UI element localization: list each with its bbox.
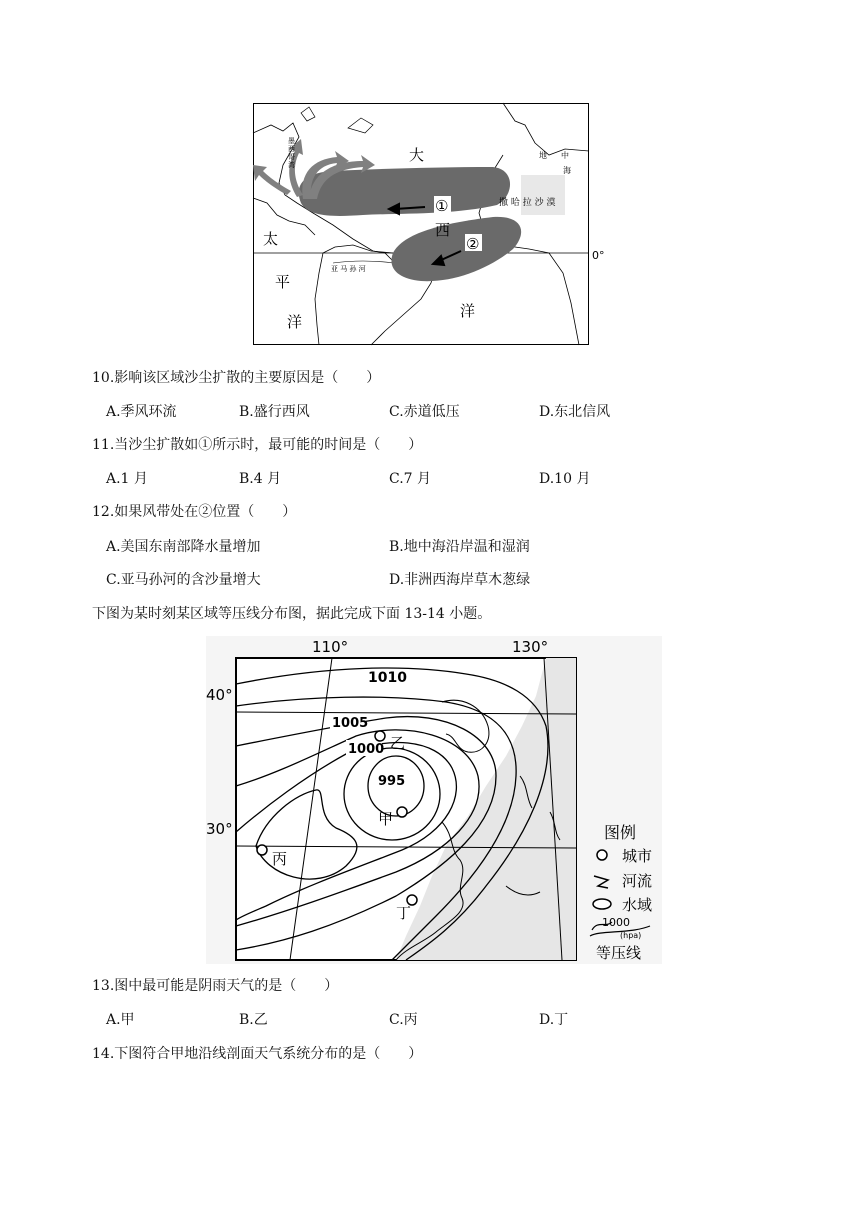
isobar-map xyxy=(206,636,662,964)
label-gulf-4: 湾 xyxy=(288,161,295,169)
intro-13-14: 下图为某时刻某区域等压线分布图，据此完成下面 13-14 小题。 xyxy=(92,606,492,622)
city-label-bing: 丙 xyxy=(272,850,288,868)
label-yang-pacific: 洋 xyxy=(287,313,303,331)
city-label-yi: 乙 xyxy=(390,734,406,752)
question-13-stem: 13.图中最可能是阴雨天气的是（ ） xyxy=(92,978,339,994)
legend-city-icon xyxy=(597,850,607,860)
label-sahara: 撒 哈 拉 沙 漠 xyxy=(499,198,556,208)
city-label-ding: 丁 xyxy=(396,904,412,922)
question-10-option-b[interactable]: B.盛行西风 xyxy=(239,404,310,420)
question-13-option-d[interactable]: D.丁 xyxy=(539,1012,569,1028)
question-14-stem: 14.下图符合甲地沿线剖面天气系统分布的是（ ） xyxy=(92,1046,423,1062)
lat-label-40: 40° xyxy=(206,686,233,704)
question-13-option-c[interactable]: C.丙 xyxy=(389,1012,418,1028)
atlantic-dust-map xyxy=(253,103,605,345)
isobar-label-1000: 1000 xyxy=(348,742,385,757)
lat-label-30: 30° xyxy=(206,820,233,838)
legend-isobar: 等压线 xyxy=(596,944,642,962)
label-circle-1: ① xyxy=(435,197,449,215)
legend-title: 图例 xyxy=(604,823,637,842)
isobar-label-1010: 1010 xyxy=(368,670,407,686)
question-12-option-a[interactable]: A.美国东南部降水量增加 xyxy=(106,539,261,555)
legend-isobar-unit: (hpa) xyxy=(620,931,642,940)
label-ping: 平 xyxy=(275,273,291,291)
label-med-2: 中 xyxy=(561,151,569,160)
isobar-label-1005: 1005 xyxy=(332,716,369,731)
question-12-option-b[interactable]: B.地中海沿岸温和湿润 xyxy=(389,539,530,555)
question-10-option-d[interactable]: D.东北信风 xyxy=(539,404,611,420)
question-12-option-c[interactable]: C.亚马孙河的含沙量增大 xyxy=(106,572,261,588)
question-12-option-d[interactable]: D.非洲西海岸草木葱绿 xyxy=(389,572,531,588)
legend-isobar-value: 1000 xyxy=(602,916,630,929)
label-med-1: 地 xyxy=(539,151,547,160)
label-da: 大 xyxy=(409,146,425,164)
legend-river: 河流 xyxy=(622,872,653,890)
question-11-option-a[interactable]: A.1 月 xyxy=(106,471,148,487)
isobar-label-995: 995 xyxy=(378,774,406,789)
label-gulf-3: 哥 xyxy=(288,153,295,161)
label-gulf-2: 西 xyxy=(288,145,295,153)
label-equator: 0° xyxy=(592,249,605,262)
legend-water-icon xyxy=(593,899,611,909)
legend-water: 水域 xyxy=(622,896,653,914)
label-tai: 太 xyxy=(263,230,279,248)
lon-label-110: 110° xyxy=(312,638,349,656)
label-amazon: 亚 马 孙 河 xyxy=(331,265,366,273)
question-13-option-b[interactable]: B.乙 xyxy=(239,1012,268,1028)
label-yang-atlantic: 洋 xyxy=(460,302,476,320)
city-label-jia: 甲 xyxy=(378,810,394,828)
question-10-option-c[interactable]: C.赤道低压 xyxy=(389,404,460,420)
question-11-option-d[interactable]: D.10 月 xyxy=(539,471,591,487)
label-xi: 西 xyxy=(435,221,451,239)
question-10-option-a[interactable]: A.季风环流 xyxy=(106,404,177,420)
legend-city: 城市 xyxy=(622,847,653,865)
label-circle-2: ② xyxy=(466,235,480,253)
lon-label-130: 130° xyxy=(512,638,549,656)
question-11-stem: 11.当沙尘扩散如①所示时，最可能的时间是（ ） xyxy=(92,437,423,453)
sahara-area xyxy=(521,175,565,215)
question-10-stem: 10.影响该区域沙尘扩散的主要原因是（ ） xyxy=(92,370,381,386)
question-11-option-b[interactable]: B.4 月 xyxy=(239,471,282,487)
question-11-option-c[interactable]: C.7 月 xyxy=(389,471,432,487)
question-13-option-a[interactable]: A.甲 xyxy=(106,1012,135,1028)
question-12-stem: 12.如果风带处在②位置（ ） xyxy=(92,504,297,520)
label-gulf-1: 墨 xyxy=(288,137,295,145)
label-med-3: 海 xyxy=(563,166,571,175)
